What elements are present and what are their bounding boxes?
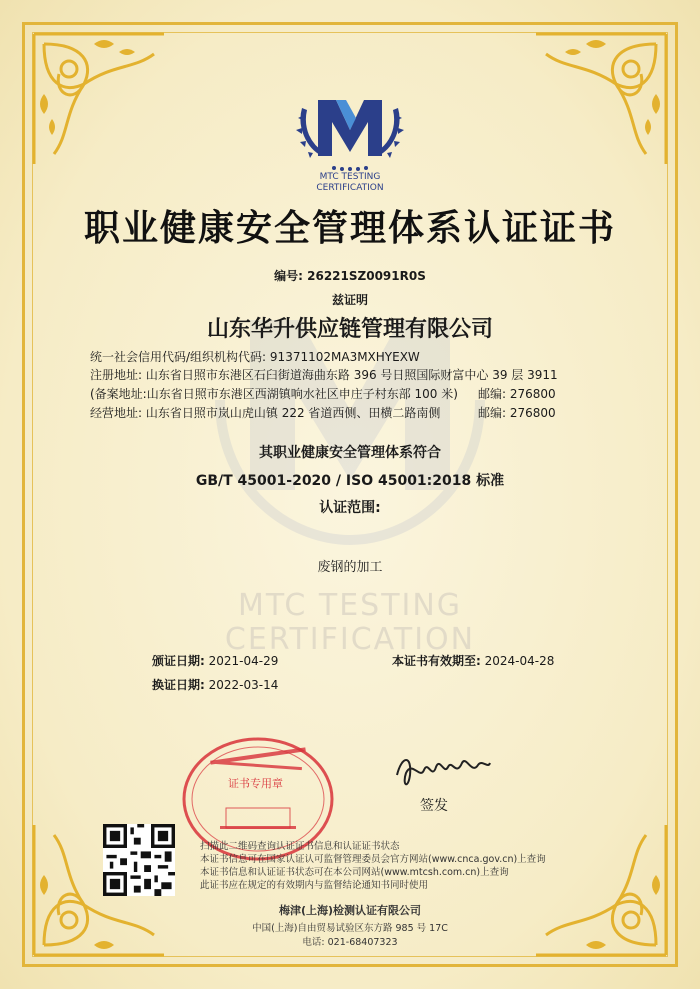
issue-date-label: 颁证日期: <box>152 654 205 668</box>
certificate-title: 职业健康安全管理体系认证证书 <box>83 208 616 249</box>
operating-address-value: 山东省日照市岚山虎山镇 222 省道西侧、田横二路南侧 <box>145 406 441 420</box>
notice-line: 扫描此二维码查询认证证书信息和认证证书状态 <box>200 841 400 852</box>
credit-code-label: 统一社会信用代码/组织机构代码: <box>90 350 267 364</box>
certificate-number-label: 编号: <box>274 269 303 283</box>
operating-address-label: 经营地址: <box>90 406 143 420</box>
operating-postcode-value: 276800 <box>509 406 556 420</box>
issue-date-row <box>152 652 278 669</box>
registered-address-value: 山东省日照市东港区石臼街道海曲东路 396 号日照国际财富中心 39 层 3911 <box>145 368 558 382</box>
notice-line: 本证书信息可在国家认证认可监督管理委员会官方网站(www.cnca.gov.cn)上查询 <box>200 854 546 865</box>
renew-date-row <box>152 676 278 693</box>
company-name: 山东华升供应链管理有限公司 <box>206 317 493 342</box>
notice-line: 此证书应在规定的有效期内与监督结论通知书同时使用 <box>200 880 429 891</box>
corner-ornament-icon <box>24 24 174 174</box>
operating-address-row <box>90 404 440 421</box>
registered-address-label: 注册地址: <box>90 368 143 382</box>
certificate-number-value: 26221SZ0091R0S <box>307 269 426 283</box>
certificate-number <box>0 267 700 284</box>
logo-text-line2: CERTIFICATION <box>316 183 384 193</box>
signature-icon <box>392 745 492 795</box>
valid-until-row <box>392 652 554 669</box>
filing-postcode-row <box>478 385 556 402</box>
watermark-text: MTC TESTING <box>237 588 463 623</box>
registered-address-row <box>90 366 558 383</box>
corner-ornament-icon <box>526 24 676 174</box>
footer-address: 中国(上海)自由贸易试验区东方路 985 号 17C <box>252 923 448 934</box>
footer-org: 梅津(上海)检测认证有限公司 <box>278 904 422 917</box>
valid-until-label: 本证书有效期至: <box>392 654 481 668</box>
postcode-label: 邮编: <box>478 406 507 420</box>
scope-label: 认证范围: <box>319 500 381 516</box>
standard-text: GB/T 45001-2020 / ISO 45001:2018 标准 <box>195 473 505 489</box>
hereby-text: 兹证明 <box>331 293 368 307</box>
seal-center-text: 证书专用章 <box>228 777 283 790</box>
filing-address: (备案地址:山东省日照市东港区西湖镇响水社区申庄子村东部 100 米) <box>90 387 458 401</box>
issued-by-label: 签发 <box>420 798 448 814</box>
watermark-text: CERTIFICATION <box>224 622 476 657</box>
credit-code-row <box>90 348 420 365</box>
conformity-statement: 其职业健康安全管理体系符合 <box>259 445 441 461</box>
qr-code-icon[interactable] <box>103 824 175 896</box>
notice-line: 本证书信息和认证证书状态可在本公司网站(www.mtcsh.com.cn)上查询 <box>200 867 509 878</box>
logo-text-line1: MTC TESTING <box>319 172 381 182</box>
operating-postcode-row <box>478 404 556 421</box>
issue-date-value: 2021-04-29 <box>208 654 279 668</box>
credit-code-value: 91371102MA3MXHYEXW <box>269 350 420 364</box>
valid-until-value: 2024-04-28 <box>484 654 555 668</box>
filing-postcode-value: 276800 <box>509 387 556 401</box>
footer-phone: 电话: 021-68407323 <box>302 937 398 948</box>
postcode-label: 邮编: <box>478 387 507 401</box>
scope-value: 废钢的加工 <box>317 560 383 575</box>
renew-date-label: 换证日期: <box>152 678 205 692</box>
renew-date-value: 2022-03-14 <box>208 678 279 692</box>
